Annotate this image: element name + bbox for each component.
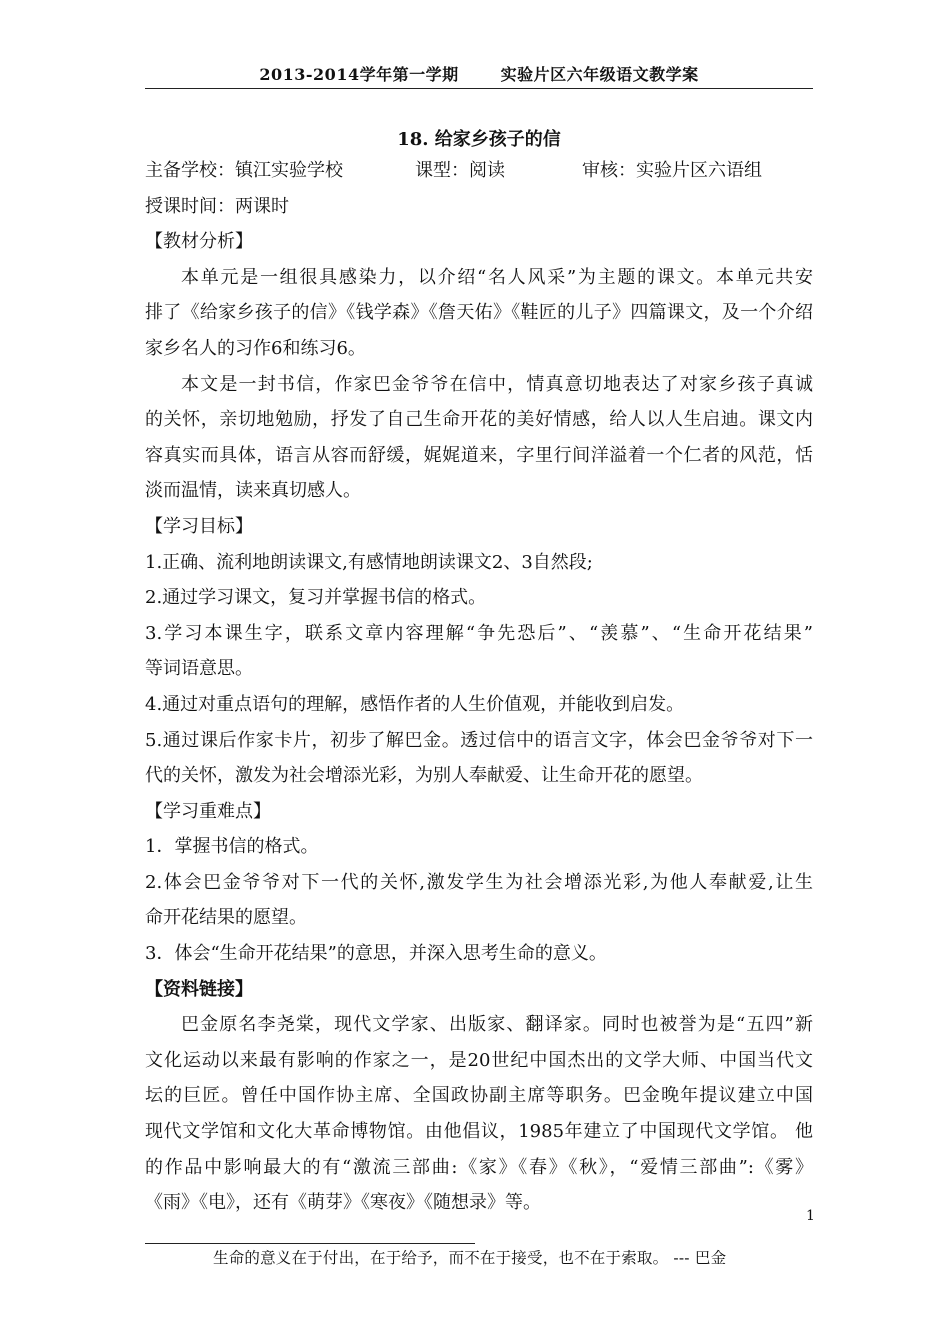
meta-row bbox=[145, 153, 813, 189]
paragraph-line: 的关怀，亲切地勉励，抒发了自己生命开花的美好情感，给人以人生启迪。课文内 bbox=[145, 409, 813, 431]
paragraph-line: 排了《给家乡孩子的信》《钱学森》《詹天佑》《鞋匠的儿子》四篇课文，及一个介绍 bbox=[145, 302, 813, 324]
footer-quote: 生命的意义在于付出，在于给予，而不在于接受，也不在于索取。 --- 巴金 bbox=[213, 1249, 727, 1267]
page-header bbox=[145, 62, 813, 85]
section-heading-goals: 【学习目标】 bbox=[145, 515, 253, 537]
section-heading-key-points: 【学习重难点】 bbox=[145, 800, 271, 822]
meta-time: 授课时间：两课时 bbox=[145, 195, 289, 217]
goal-item: 等词语意思。 bbox=[145, 658, 253, 680]
key-point-item: 3．体会“生命开花结果”的意思，并深入思考生命的意义。 bbox=[145, 943, 607, 965]
meta-type: 课型：阅读 bbox=[415, 160, 505, 181]
paragraph-line: 文化运动以来最有影响的作家之一，是20世纪中国杰出的文学大师、中国当代文 bbox=[145, 1049, 813, 1071]
lesson-title: 18. 给家乡孩子的信 bbox=[397, 129, 561, 150]
paragraph-line: 淡而温情，读来真切感人。 bbox=[145, 480, 361, 502]
paragraph-line: 本单元是一组很具感染力，以介绍“名人风采”为主题的课文。本单元共安 bbox=[181, 266, 813, 288]
paragraph-line: 《雨》《电》，还有《萌芽》《寒夜》《随想录》等。 bbox=[145, 1192, 541, 1214]
page-number: 1 bbox=[806, 1208, 815, 1224]
goal-item: 代的关怀，激发为社会增添光彩，为别人奉献爱、让生命开花的愿望。 bbox=[145, 765, 703, 787]
section-heading-analysis: 【教材分析】 bbox=[145, 231, 253, 253]
paragraph-line: 本文是一封书信，作家巴金爷爷在信中，情真意切地表达了对家乡孩子真诚 bbox=[181, 373, 813, 395]
goal-item: 4.通过对重点语句的理解，感悟作者的人生价值观，并能收到启发。 bbox=[145, 693, 685, 715]
goal-item: 5.通过课后作家卡片，初步了解巴金。透过信中的语言文字，体会巴金爷爷对下一 bbox=[145, 729, 813, 751]
paragraph-line: 的作品中影响最大的有“激流三部曲:《家》《春》《秋》，“爱情三部曲”:《雾》 bbox=[145, 1156, 813, 1178]
meta-school: 主备学校：镇江实验学校 bbox=[145, 160, 343, 181]
key-point-item: 2.体会巴金爷爷对下一代的关怀,激发学生为社会增添光彩,为他人奉献爱,让生 bbox=[145, 871, 813, 893]
goal-item: 2.通过学习课文，复习并掌握书信的格式。 bbox=[145, 587, 487, 609]
key-point-item: 1．掌握书信的格式。 bbox=[145, 836, 319, 858]
goal-item: 3.学习本课生字，联系文章内容理解“争先恐后”、“羡慕”、“生命开花结果” bbox=[145, 622, 813, 644]
document-body bbox=[145, 153, 813, 1221]
header-rule bbox=[145, 88, 813, 89]
meta-review: 审核：实验片区六语组 bbox=[582, 160, 762, 181]
header-doc-name: 实验片区六年级语文教学案 bbox=[500, 65, 699, 84]
paragraph-line: 坛的巨匠。曾任中国作协主席、全国政协副主席等职务。巴金晚年提议建立中国 bbox=[145, 1085, 813, 1107]
header-term: 2013-2014学年第一学期 bbox=[259, 65, 459, 84]
goal-item: 1.正确、流利地朗读课文,有感情地朗读课文2、3自然段; bbox=[145, 551, 593, 573]
paragraph-line: 容真实而具体，语言从容而舒缓，娓娓道来，字里行间洋溢着一个仁者的风范，恬 bbox=[145, 444, 813, 466]
paragraph-line: 现代文学馆和文化大革命博物馆。由他倡议，1985年建立了中国现代文学馆。 他 bbox=[145, 1121, 813, 1143]
paragraph-line: 家乡名人的习作6和练习6。 bbox=[145, 337, 366, 359]
key-point-item: 命开花结果的愿望。 bbox=[145, 907, 307, 929]
paragraph-line: 巴金原名李尧棠，现代文学家、出版家、翻译家。同时也被誉为是“五四”新 bbox=[181, 1014, 813, 1036]
footer-rule bbox=[145, 1243, 475, 1244]
section-heading-resources: 【资料链接】 bbox=[145, 978, 253, 1000]
